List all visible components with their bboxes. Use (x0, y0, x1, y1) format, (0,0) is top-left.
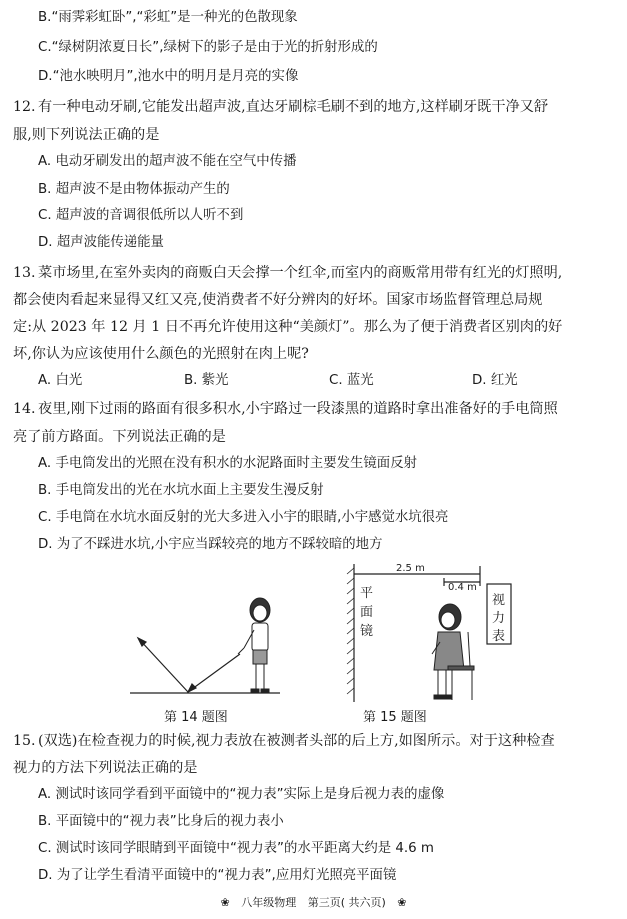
mirror-label-1: 平 (360, 586, 374, 601)
q14-stem-line2: 亮了前方路面。下列说法正确的是 (13, 429, 226, 445)
incident-ray (188, 654, 240, 692)
q12-option-d: D. 超声波能传递能量 (38, 235, 164, 250)
q12-stem-line1: 有一种电动牙刷,它能发出超声波,直达牙刷棕毛刷不到的地方,这样刷牙既干净又舒 (38, 99, 549, 115)
q14-option-d: D. 为了不踩进水坑,小宇应当踩较亮的地方不踩较暗的地方 (38, 537, 383, 552)
q14-option-c: C. 手电筒在水坑水面反射的光大多进入小宇的眼睛,小宇感觉水坑很亮 (38, 510, 449, 525)
boy-figure (238, 598, 270, 693)
q15-stem-line1: (双选)在检查视力的时候,视力表放在被测者头部的后上方,如图所示。对于这种检查 (38, 733, 555, 749)
q15-option-a: A. 测试时该同学看到平面镜中的“视力表”实际上是身后视力表的虚像 (38, 787, 445, 802)
label-2-5m: 2.5 m (396, 563, 425, 574)
q12-number: 12. (13, 99, 36, 115)
q13-option-a: A. 白光 (38, 373, 83, 388)
q11-option-d: D.“池水映明月”,池水中的明月是月亮的实像 (38, 69, 299, 84)
q15-option-d: D. 为了让学生看清平面镜中的“视力表”,应用灯光照亮平面镜 (38, 868, 397, 883)
q12-option-a: A. 电动牙刷发出的超声波不能在空气中传播 (38, 154, 297, 169)
q13-number: 13. (13, 265, 36, 281)
figure-14-caption: 第 14 题图 (164, 710, 228, 725)
footer-page-number: 第三页( 共六页) (307, 896, 386, 909)
page-footer (0, 894, 627, 910)
chart-label-3: 表 (492, 629, 506, 644)
q15-number: 15. (13, 733, 36, 749)
q14-number: 14. (13, 401, 36, 417)
figure-15-illustration (340, 562, 515, 704)
q12-stem-line2: 服,则下列说法正确的是 (13, 127, 160, 143)
q13-option-c: C. 蓝光 (329, 373, 374, 388)
q12-option-c: C. 超声波的音调很低所以人听不到 (38, 208, 244, 223)
q14-option-b: B. 手电筒发出的光在水坑水面上主要发生漫反射 (38, 483, 324, 498)
label-0-4m: 0.4 m (448, 582, 477, 593)
q14-option-a: A. 手电筒发出的光照在没有积水的水泥路面时主要发生镜面反射 (38, 456, 417, 471)
q12-option-b: B. 超声波不是由物体振动产生的 (38, 182, 230, 197)
q13-option-b: B. 紫光 (184, 373, 229, 388)
q13-option-d: D. 红光 (472, 373, 518, 388)
q15-stem-line2: 视力的方法下列说法正确的是 (13, 760, 198, 776)
chart-label-2: 力 (492, 611, 506, 626)
reflected-ray (138, 638, 188, 692)
chart-label-1: 视 (492, 593, 506, 608)
girl-figure (432, 604, 474, 700)
q13-stem-line4: 坏,你认为应该使用什么颜色的光照射在肉上呢? (13, 346, 309, 362)
figure-15-caption: 第 15 题图 (363, 710, 427, 725)
mirror-label-2: 面 (360, 605, 374, 620)
q11-option-c: C.“绿树阴浓夏日长”,绿树下的影子是由于光的折射形成的 (38, 40, 378, 55)
q11-option-b: B.“雨霁彩虹卧”,“彩虹”是一种光的色散现象 (38, 10, 298, 25)
footer-deco-left: ❀ (220, 896, 230, 909)
q14-stem-line1: 夜里,刚下过雨的路面有很多积水,小宇路过一段漆黑的道路时拿出准备好的手电筒照 (38, 401, 558, 417)
figure-14-illustration (130, 590, 290, 702)
q13-stem-line2: 都会使肉看起来显得又红又亮,使消费者不好分辨肉的好坏。国家市场监督管理总局规 (13, 292, 543, 308)
footer-subject: 八年级物理 (241, 896, 297, 909)
q15-option-c: C. 测试时该同学眼睛到平面镜中“视力表”的水平距离大约是 4.6 m (38, 841, 434, 856)
q15-option-b: B. 平面镜中的“视力表”比身后的视力表小 (38, 814, 284, 829)
footer-deco-right: ❀ (397, 896, 407, 909)
q13-stem-line3: 定:从 2023 年 12 月 1 日不再允许使用这种“美颜灯”。那么为了便于消费者区别肉的好 (13, 319, 563, 335)
mirror-label-3: 镜 (360, 624, 374, 639)
q13-stem-line1: 菜市场里,在室外卖肉的商贩白天会撑一个红伞,而室内的商贩常用带有红光的灯照明, (38, 265, 563, 281)
